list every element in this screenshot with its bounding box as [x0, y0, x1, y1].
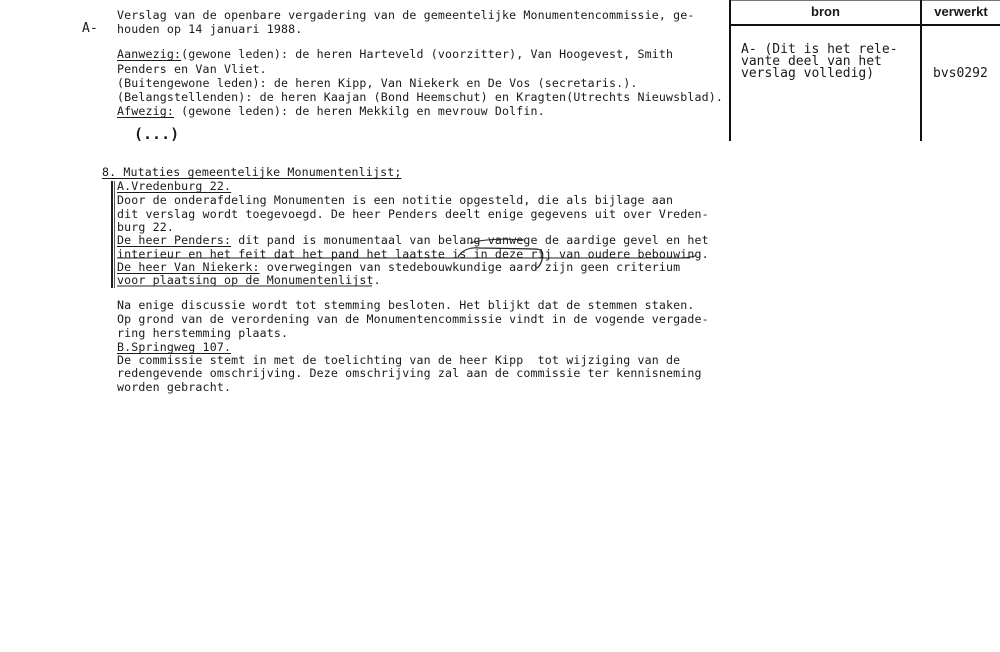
- sub-a-line-2: dit verslag wordt toegevoegd. De heer Penders deelt enige gegevens uit over Vreden-: [117, 207, 709, 221]
- present-line-2: Penders en Van Vliet.: [117, 62, 267, 76]
- sub-a-title: A.Vredenburg 22.: [117, 179, 232, 193]
- bron-line-1: A- (Dit is het rele-: [741, 42, 898, 57]
- section-8-heading-text: 8. Mutaties gemeentelijke Monumentenlijst;: [102, 165, 402, 179]
- report-title-line-1: Verslag van de openbare vergadering van de gemeentelijke Monumentencommissie, ge-: [117, 8, 695, 22]
- stakeholders-line: (Belangstellenden): de heren Kaajan (Bond Heemschut) en Kragten(Utrechts Nieuwsblad).: [117, 90, 724, 104]
- table-top-border: [729, 0, 1000, 1]
- sub-b-title: B.Springweg 107.: [117, 340, 232, 354]
- absent-text: (gewone leden): de heren Mekkilg en mevrouw Dolfin.: [174, 104, 545, 118]
- absent-label: Afwezig:: [117, 104, 175, 118]
- penders-text-1: dit pand is monumentaal van belang vanwege de aardige gevel en het: [231, 233, 709, 247]
- table-column-divider: [920, 0, 922, 141]
- section-8-heading: [102, 166, 401, 179]
- bron-line-2: vante deel van het: [741, 54, 882, 69]
- sub-b-line-1: De commissie stemt in met de toelichting van de heer Kipp tot wijziging van de: [117, 353, 681, 367]
- niekerk-text-1: overwegingen van stedebouwkundige aard zijn geen criterium: [259, 260, 681, 274]
- discussion-line-3: ring herstemming plaats.: [117, 326, 289, 340]
- penders-label: De heer Penders:: [117, 233, 232, 247]
- margin-marker: A-: [82, 21, 98, 36]
- present-text-1: (gewone leden): de heren Harteveld (voorzitter), Van Hoogevest, Smith: [181, 47, 674, 61]
- table-left-border: [729, 0, 731, 141]
- verwerkt-cell: bvs0292: [933, 66, 988, 81]
- penders-line-1: [117, 234, 709, 247]
- sub-a-line-1: Door de onderafdeling Monumenten is een notitie opgesteld, die als bijlage aan: [117, 193, 674, 207]
- margin-bar-inner: [114, 181, 115, 288]
- sub-a-line-3: burg 22.: [117, 220, 175, 234]
- source-table: [729, 0, 1000, 141]
- penders-line-2: interieur en het feit dat het pand het laatste is in deze rij van oudere bebouwing.: [117, 247, 709, 261]
- report-title-line-2: houden op 14 januari 1988.: [117, 22, 303, 36]
- niekerk-line-2: voor plaatsing op de Monumentenlijst.: [117, 273, 381, 287]
- absent-line: [117, 105, 545, 118]
- omission-ellipsis: (...): [134, 125, 180, 143]
- discussion-line-2: Op grond van de verordening van de Monumentencommissie vindt in de vogende vergade-: [117, 312, 709, 326]
- sub-b-line-2: redengevende omschrijving. Deze omschrijving zal aan de commissie ter kennisneming: [117, 366, 702, 380]
- discussion-line-1: Na enige discussie wordt tot stemming besloten. Het blijkt dat de stemmen staken.: [117, 298, 695, 312]
- present-label: Aanwezig:: [117, 47, 182, 61]
- margin-bar: [111, 181, 113, 288]
- column-header-verwerkt: verwerkt: [934, 4, 988, 19]
- table-header-divider: [729, 24, 1000, 26]
- bron-cell: [741, 44, 898, 80]
- niekerk-label: De heer Van Niekerk:: [117, 260, 260, 274]
- bron-line-3: verslag volledig): [741, 66, 875, 81]
- present-line-1: [117, 48, 673, 61]
- extraordinary-members-line: (Buitengewone leden): de heren Kipp, Van Niekerk en De Vos (secretaris.).: [117, 76, 638, 90]
- column-header-bron: bron: [811, 4, 840, 19]
- sub-b-line-3: worden gebracht.: [117, 380, 232, 394]
